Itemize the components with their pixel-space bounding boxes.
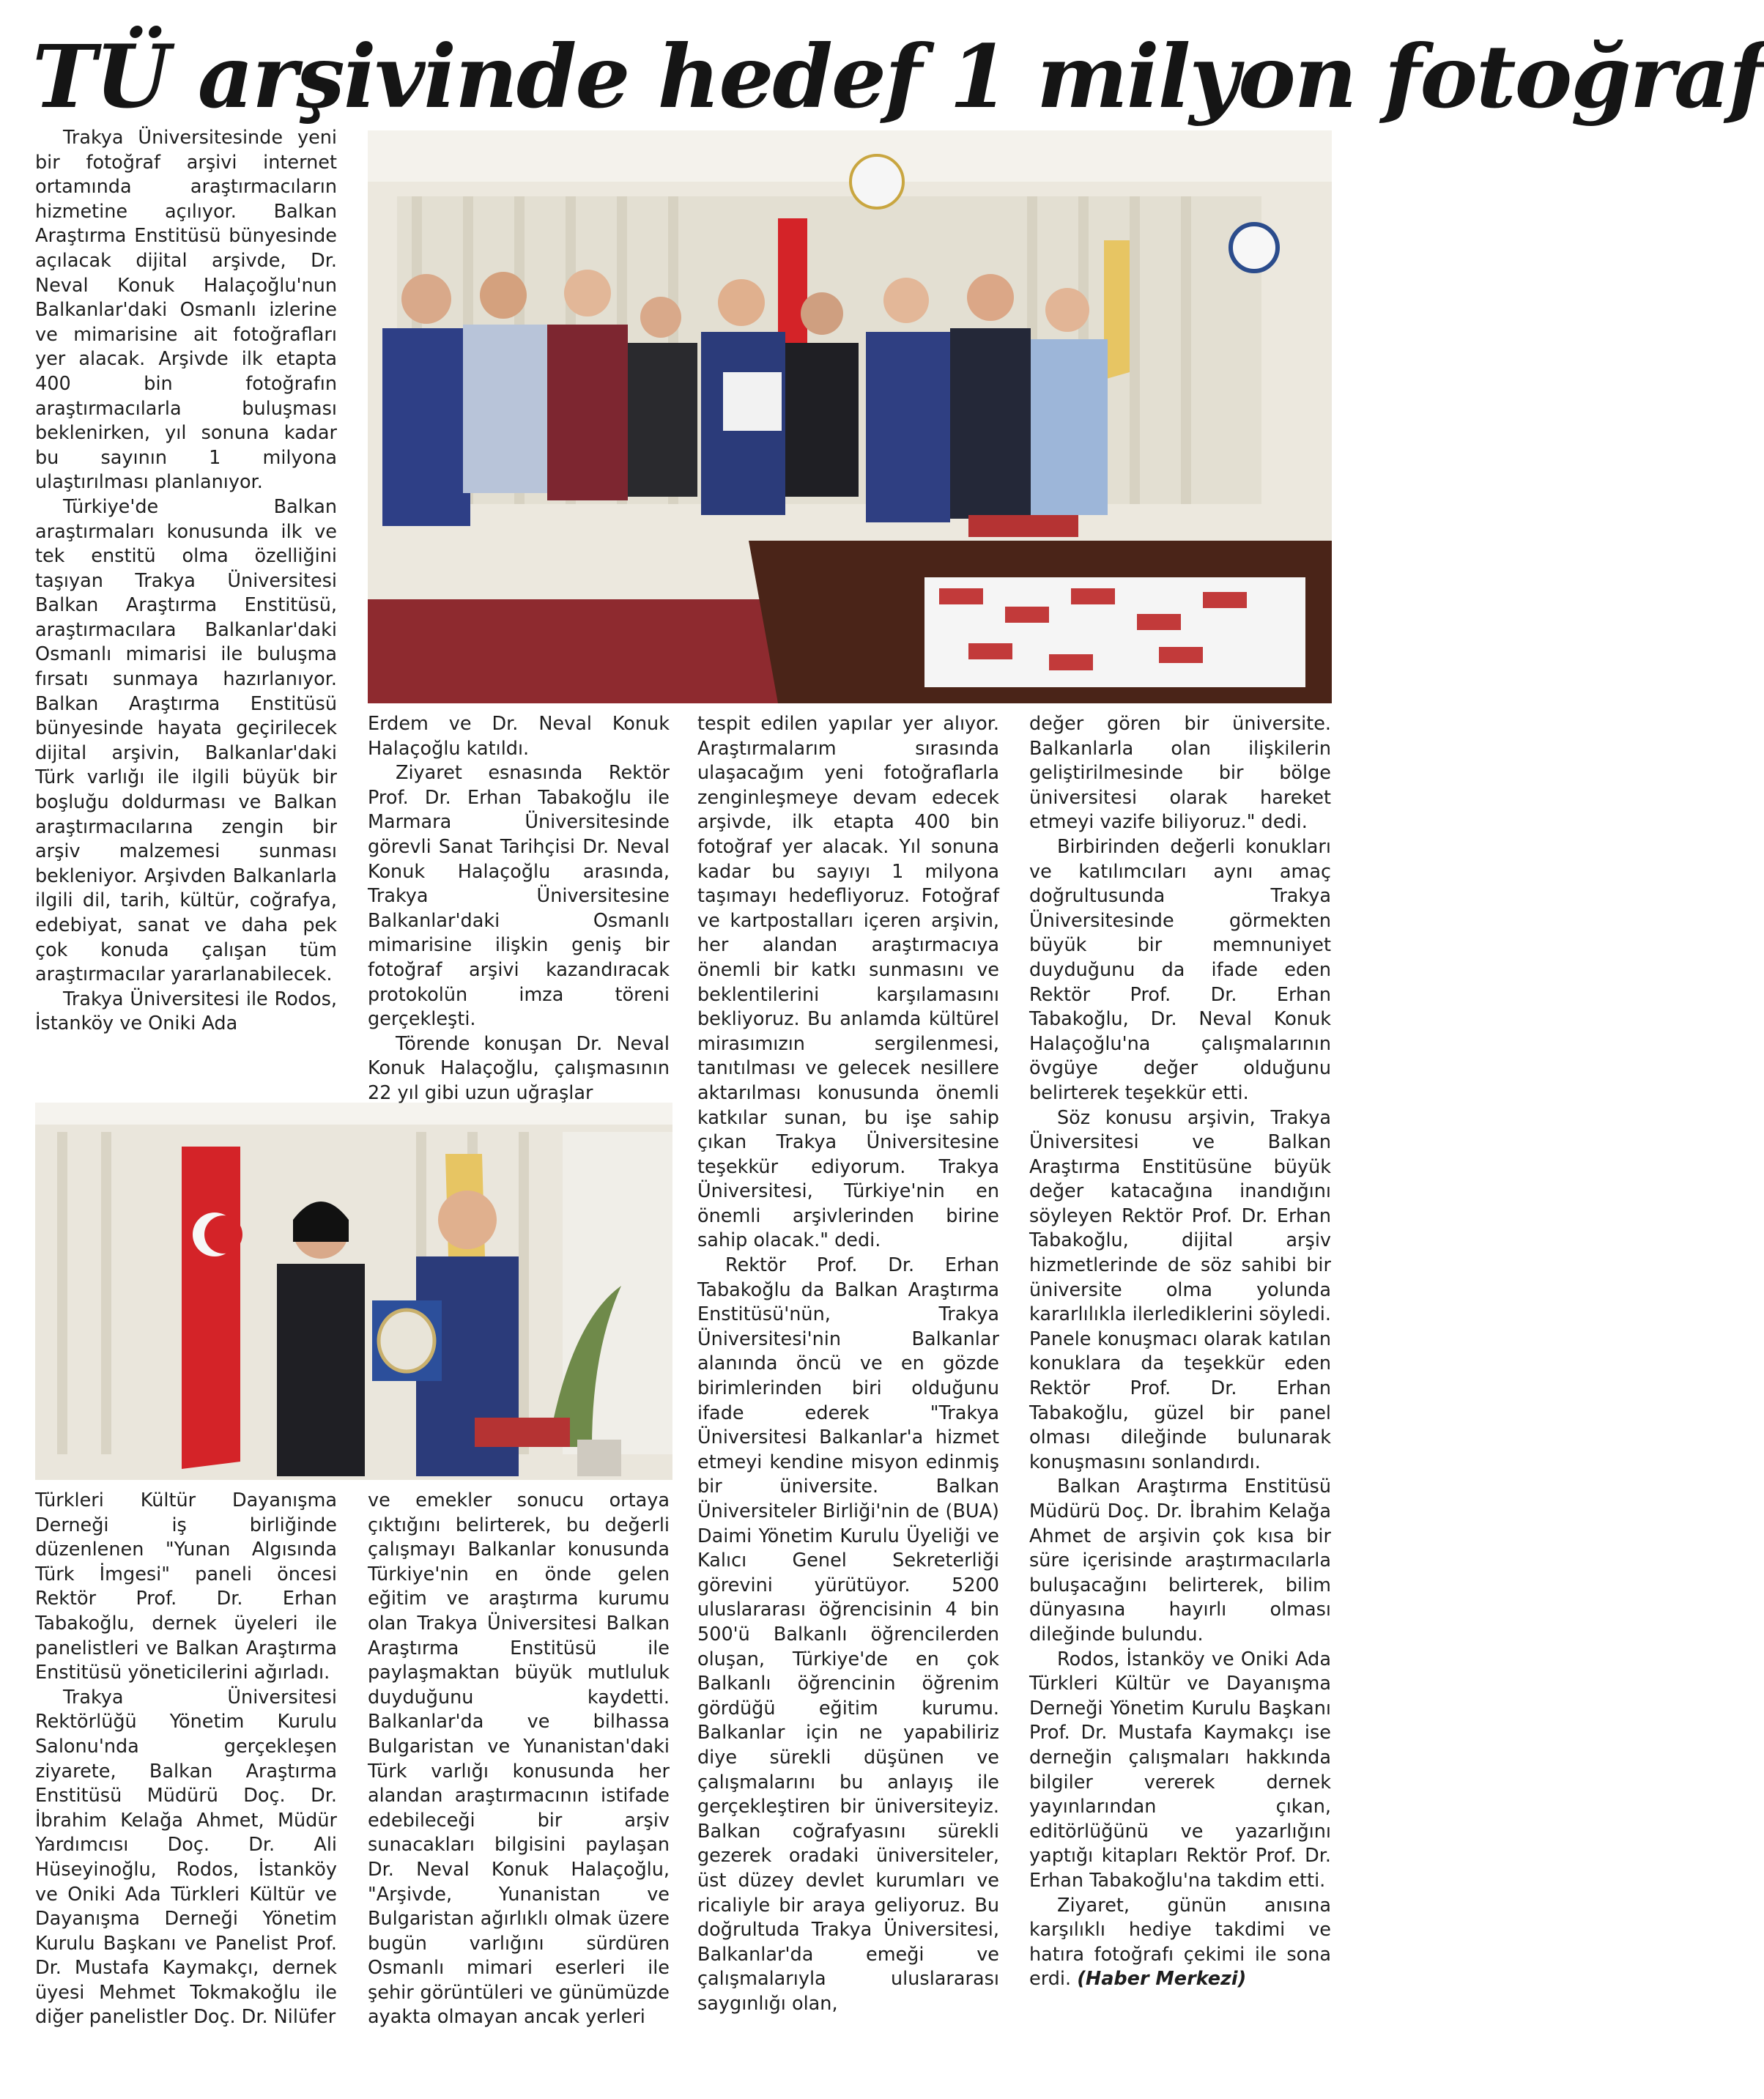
paragraph: değer gören bir üniversite. Balkanlarla olan ilişkilerin geliştirilmesinde bir bölge üniversitesi olarak hareket etmeyi vazife biliyoruz." dedi. [1029,713,1331,834]
paragraph: Balkan Araştırma Enstitüsü Müdürü Doç. Dr. İbrahim Kelağa Ahmet de arşivin çok kısa bir süre içerisinde araştırmacılarla buluşacağını belirterek, bilim dünyasına hayırlı olması dileğinde bulundu. [1029,1476,1331,1645]
gift-photo [35,1103,672,1480]
article-column-2-bottom [368,1489,670,2084]
article-column-3 [697,712,999,2084]
closing-text: Ziyaret, günün anısına karşılıklı hediye takdimi ve hatıra fotoğrafı çekimi ile sona erdi. [1029,1894,1331,1991]
paragraph [1029,1894,1331,1992]
article-column-1-bottom [35,1489,337,2084]
paragraph: Törende konuşan Dr. Neval Konuk Halaçoğlu, çalışmasının 22 yıl gibi uzun uğraşlar [368,1032,670,1104]
article-column-4 [1029,712,1331,2084]
group-photo-signing-ceremony-icon [368,130,1332,703]
paragraph: ve emekler sonucu ortaya çıktığını belirterek, bu değerli çalışmayı Balkanlar konusunda Türkiye'nin en önde gelen eğitim ve araştırma kurumu olan Trakya Üniversitesi Balkan Araştırma Enstitüsü ile paylaşmaktan büyük mutluluk duyduğunu kaydetti. Balkanlar'da ve bilhassa Bulgaristan ve Yunanistan'daki Türk varlığı konusunda her alandan araştırmacının istifade edebileceği bir arşiv sunacakları bilgisini paylaşan Dr. Neval Konuk Halaçoğlu, "Arşivde, Yunanistan ve Bulgaristan ağırlıklı olmak üzere bugün varlığını sürdüren Osmanlı mimari eserleri ile şehir görüntüleri ve günümüzde ayakta olmayan ancak yerleri [368,1489,670,2029]
paragraph: tespit edilen yapılar yer alıyor. Araştırmalarım sırasında ulaşacağım yeni fotoğraflarla zenginleşmeye devam edecek arşivde, ilk etapta 400 bin fotoğraf yer alacak. Yıl sonuna kadar bu sayıyı 1 milyona taşımayı hedefliyoruz. Fotoğraf ve kartpostalları içeren arşivin, her alandan araştırmacıya önemli bir katkı sunmasını ve beklentilerini karşılamasını bekliyoruz. Bu anlamda kültürel mirasımızın sergilenmesi, tanıtılması ve gelecek nesillere aktarılması konusunda önemli katkılar sunan, bu işe sahip çıkan Trakya Üniversitesine teşekkür ediyorum. Trakya Üniversitesi, Türkiye'nin en önemli arşivlerinden birine sahip olacak." dedi. [697,713,999,1252]
paragraph: Ziyaret esnasında Rektör Prof. Dr. Erhan Tabakoğlu ile Marmara Üniversitesinde görevli Sanat Tarihçisi Dr. Neval Konuk Halaçoğlu arasında, Trakya Üniversitesine Balkanlar'daki Osmanlı mimarisine ilişkin geniş bir fotoğraf arşivi kazandıracak protokolün imza töreni gerçekleşti. [368,762,670,1031]
paragraph: Trakya Üniversitesinde yeni bir fotoğraf arşivi internet ortamında araştırmacıların hizmetine açılıyor. Balkan Araştırma Enstitüsü bünyesinde açılacak dijital arşivde, Dr. Neval Konuk Halaçoğlu'nun Balkanlar'daki Osmanlı izlerine ve mimarisine ait fotoğrafları yer alacak. Arşivde ilk etapta 400 bin fotoğrafın araştırmacılarla buluşması beklenirken, yıl sonuna kadar bu sayının 1 milyona ulaştırılması planlanıyor. [35,127,337,494]
paragraph: Rektör Prof. Dr. Erhan Tabakoğlu da Balkan Araştırma Enstitüsü'nün, Trakya Üniversitesi'nin Balkanlar alanında öncü ve en gözde birimlerinden biri olduğunu ifade ederek "Trakya Üniversitesi Balkanlar'a hizmet etmeyi kendine misyon edinmiş bir üniversite. Balkan Üniversiteler Birliği'nin de (BUA) Daimi Yönetim Kurulu Üyeliği ve Kalıcı Genel Sekreterliği görevini yürütüyor. 5200 uluslararası öğrencisinin 4 bin 500'ü Balkanlı öğrencilerden oluşan, Türkiye'de en çok Balkanlı öğrencinin öğrenim gördüğü eğitim kurumu. Balkanlar için ne yapabiliriz diye sürekli düşünen ve çalışmalarını bu anlayış ile gerçekleştiren bir üniversiteyiz. Balkan coğrafyasını sürekli gezerek oradaki üniversiteler, üst düzey devlet kurumları ve ricaliyle bir araya geliyoruz. Bu doğrultuda Trakya Üniversitesi, Balkanlar'da emeği ve çalışmalarıyla uluslararası saygınlığı olan, [697,1254,999,2015]
byline: (Haber Merkezi) [1077,1968,1247,1991]
group-photo [368,130,1332,703]
article-column-1-top [35,126,337,1100]
paragraph: Birbirinden değerli konukları ve katılımcıları aynı amaç doğrultusunda Trakya Üniversitesinde görmekten büyük bir memnuniyet duyduğunu da ifade eden Rektör Prof. Dr. Erhan Tabakoğlu, Dr. Neval Konuk Halaçoğlu'na çalışmalarının övgüye değer olduğunu belirterek teşekkür etti. [1029,835,1331,1104]
paragraph: Türkiye'de Balkan araştırmaları konusunda ilk ve tek enstitü olma özelliğini taşıyan Trakya Üniversitesi Balkan Araştırma Enstitüsü, araştırmacılara Balkanlar'daki Osmanlı mimarisi ile buluşma fırsatı sunmaya hazırlanıyor. Balkan Araştırma Enstitüsü bünyesinde hayata geçirilecek dijital arşivin, Balkanlar'daki Türk varlığı ile ilgili büyük bir boşluğu doldurması ve Balkan araştırmacılarına zengin bir arşiv malzemesi sunması bekleniyor. Arşivden Balkanlarla ilgili dil, tarih, kültür, coğrafya, edebiyat, sanat ve daha pek çok konuda çalışan tüm araştırmacılar yararlanabilecek. [35,495,337,986]
paragraph: Türkleri Kültür Dayanışma Derneği iş birliğinde düzenlenen "Yunan Algısında Türk İmgesi" paneli öncesi Rektör Prof. Dr. Erhan Tabakoğlu, dernek üyeleri ile panelistleri ve Balkan Araştırma Enstitüsü yöneticilerini ağırladı. [35,1489,337,1684]
article-column-2-top [368,712,670,1104]
paragraph: Rodos, İstanköy ve Oniki Ada Türkleri Kültür ve Dayanışma Derneği Yönetim Kurulu Başkanı Prof. Dr. Mustafa Kaymakçı ise derneğin çalışmaları hakkında bilgiler vererek dernek yayınlarından çıkan, editörlüğünü ve yazarlığını yaptığı kitapları Rektör Prof. Dr. Erhan Tabakoğlu'na takdim etti. [1029,1648,1331,1892]
paragraph: Trakya Üniversitesi Rektörlüğü Yönetim Kurulu Salonu'nda gerçekleşen ziyarete, Balkan Araştırma Enstitüsü Müdürü Doç. Dr. İbrahim Kelağa Ahmet, Müdür Yardımcısı Doç. Dr. Ali Hüseyinoğlu, Rodos, İstanköy ve Oniki Ada Türkleri Kültür ve Dayanışma Derneği Yönetim Kurulu Başkanı ve Panelist Prof. Dr. Mustafa Kaymakçı, dernek üyesi Mehmet Tokmakoğlu ile diğer panelistler Doç. Dr. Nilüfer [35,1686,337,2029]
headline: TÜ arşivinde hedef 1 milyon fotoğraf [32,26,1764,127]
paragraph: Erdem ve Dr. Neval Konuk Halaçoğlu katıldı. [368,713,670,760]
paragraph: Söz konusu arşivin, Trakya Üniversitesi ve Balkan Araştırma Enstitüsüne büyük değer katacağına inandığını söyleyen Rektör Prof. Dr. Erhan Tabakoğlu, dijital arşiv hizmetlerinde de söz sahibi bir üniversite olma yolunda kararlılıkla ilerlediklerini söyledi. Panele konuşmacı olarak katılan konuklara da teşekkür eden Rektör Prof. Dr. Erhan Tabakoğlu, güzel bir panel olması dileğinde bulunarak konuşmasını sonlandırdı. [1029,1106,1331,1473]
paragraph: Trakya Üniversitesi ile Rodos, İstanköy ve Oniki Ada [35,988,337,1035]
gift-presentation-photo-icon [35,1103,672,1480]
